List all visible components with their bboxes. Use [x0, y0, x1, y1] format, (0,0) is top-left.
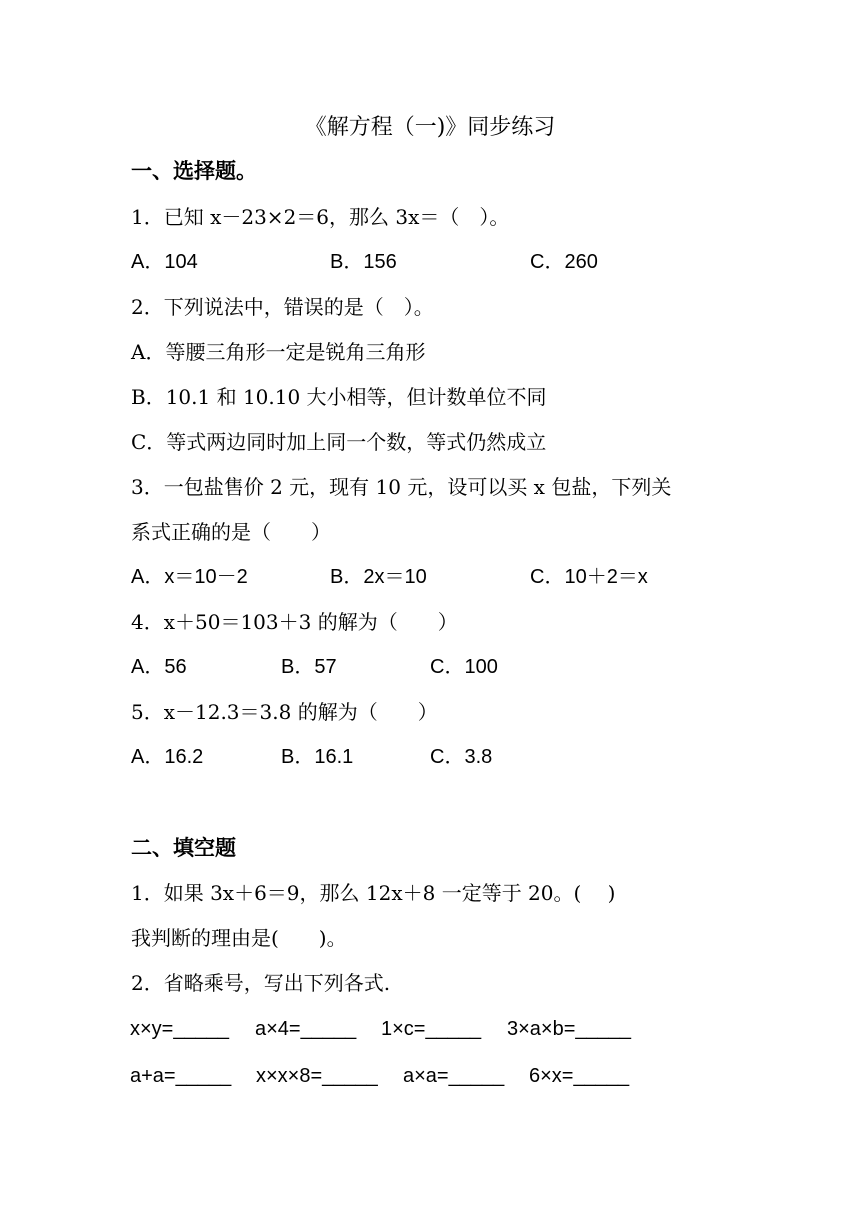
q3-option-a: A．x＝10－2 — [131, 566, 248, 588]
question-3-stem-line1: 3．一包盐售价 2 元，现有 10 元，设可以买 x 包盐，下列关 — [131, 475, 672, 499]
question-1-stem: 1．已知 x－23×2＝6，那么 3x＝（ ）。 — [131, 205, 510, 229]
q2-option-a: A．等腰三角形一定是锐角三角形 — [131, 340, 426, 364]
q1-option-b: B．156 — [330, 251, 397, 273]
question-4-stem: 4．x＋50＝103＋3 的解为（ ） — [131, 610, 458, 634]
blank-6x: 6×x=_____ — [529, 1065, 630, 1087]
q1-option-a: A．104 — [131, 251, 198, 273]
q5-option-c: C．3.8 — [430, 746, 493, 768]
q5-option-a: A．16.2 — [131, 746, 204, 768]
question-3-stem-line2: 系式正确的是（ ） — [131, 520, 331, 544]
q4-option-b: B．57 — [281, 656, 337, 678]
q3-option-b: B．2x＝10 — [330, 566, 427, 588]
section-heading-choice: 一、选择题。 — [131, 158, 257, 183]
q2-option-b: B．10.1 和 10.10 大小相等，但计数单位不同 — [131, 385, 547, 409]
q4-option-a: A．56 — [131, 656, 187, 678]
page-title: 《解方程（一)》同步练习 — [304, 115, 556, 140]
blank-3ab: 3×a×b=_____ — [507, 1018, 632, 1040]
q1-option-c: C．260 — [530, 251, 598, 273]
blank-1c: 1×c=_____ — [381, 1018, 482, 1040]
question-5-stem: 5．x－12.3＝3.8 的解为（ ） — [131, 700, 438, 724]
blank-xx8: x×x×8=_____ — [256, 1065, 378, 1087]
blank-a4: a×4=_____ — [255, 1018, 357, 1040]
q3-option-c: C．10＋2＝x — [530, 566, 648, 588]
blank-a-plus-a: a+a=_____ — [130, 1065, 232, 1087]
fill-question-1-line1: 1．如果 3x＋6＝9，那么 12x＋8 一定等于 20。( ) — [131, 881, 616, 905]
fill-question-2-stem: 2．省略乘号，写出下列各式. — [131, 971, 391, 995]
fill-question-1-line2: 我判断的理由是( )。 — [131, 926, 347, 950]
q2-option-c: C．等式两边同时加上同一个数，等式仍然成立 — [131, 430, 547, 454]
q4-option-c: C．100 — [430, 656, 498, 678]
question-2-stem: 2．下列说法中，错误的是（ ）。 — [131, 295, 434, 319]
blank-xy: x×y=_____ — [130, 1018, 229, 1040]
section-heading-fill: 二、填空题 — [131, 835, 236, 860]
blank-aa: a×a=_____ — [403, 1065, 505, 1087]
q5-option-b: B．16.1 — [281, 746, 354, 768]
